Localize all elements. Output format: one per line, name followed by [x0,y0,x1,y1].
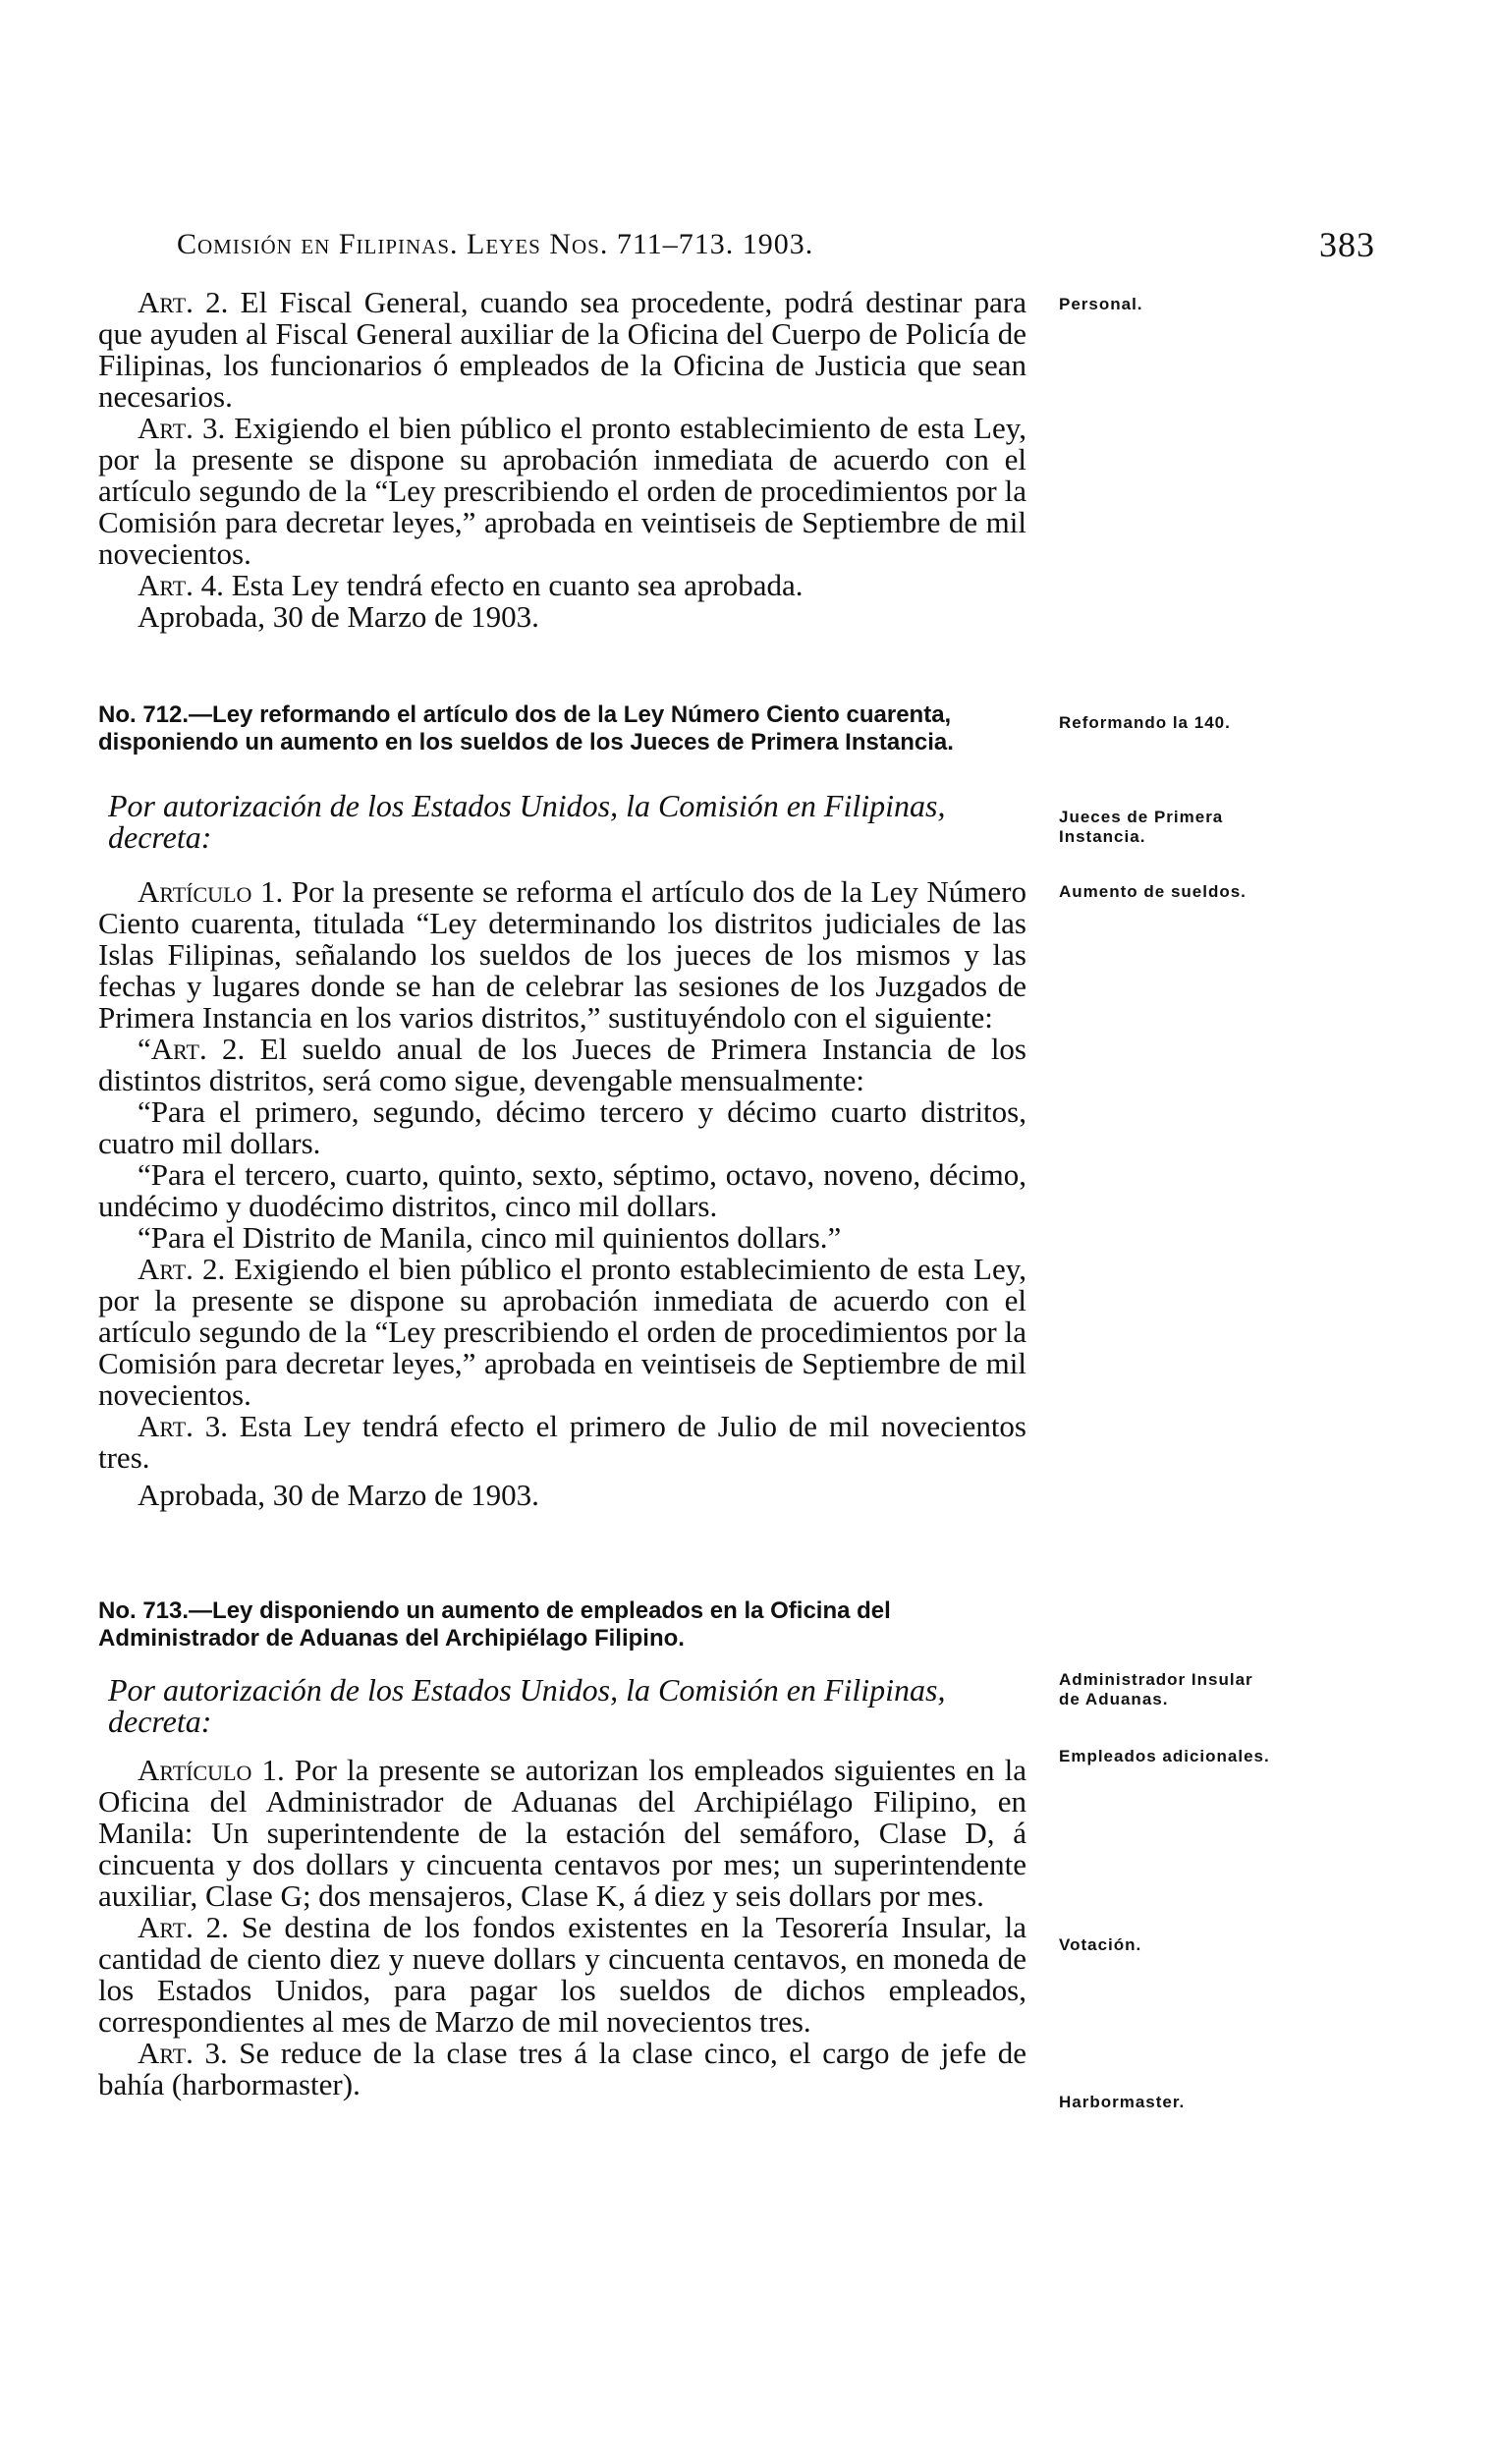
article-label: Art. 4. [138,568,224,602]
article-4 [98,570,1026,601]
running-title: Comisión en Filipinas. Leyes Nos. 711–713. 1903. [177,228,814,260]
approval-date: Aprobada, 30 de Marzo de 1903. [138,599,539,634]
article-text: El Fiscal General, cuando sea procedente, podrá destinar para que ayuden al Fiscal General auxiliar de la Oficina del Cuerpo de Policía de Filipinas, los funcionarios ó empleados de la Oficina de Justicia que sean necesarios. [98,285,1026,414]
article-3 [98,413,1026,570]
law-713 [98,1597,1026,2100]
article-text: El sueldo anual de los Jueces de Primera Instancia de los distintos distritos, será como sigue, devengable mensualmente: [98,1032,1026,1097]
article-label: Art. 3. [138,411,226,445]
salary-item-3: “Para el Distrito de Manila, cinco mil quinientos dollars.” [138,1220,842,1255]
quoted-article-2 [98,1034,1026,1096]
salary-item-1: “Para el primero, segundo, décimo tercero y décimo cuarto distritos, cuatro mil dollars. [98,1094,1026,1160]
law-712 [98,701,1026,1511]
article-2 [98,287,1026,413]
article-2 [98,1254,1026,1411]
enacting-clause: Por autorización de los Estados Unidos, la Comisión en Filipinas, decreta: [108,788,946,855]
article-text: Exigiendo el bien público el pronto establecimiento de esta Ley, por la presente se dispone su aprobación inmediata de acuerdo con el artículo segundo de la “Ley prescribiendo el orden de procedimientos por la Comisión para decretar leyes,” aprobada en veintiseis de Septiembre de mil novecientos. [98,1252,1026,1412]
article-text: Por la presente se autorizan los empleados siguientes en la Oficina del Administrador de Aduanas del Archipiélago Filipino, en Manila: Un superintendente de la estación del semáforo, Clase D, á cincuenta y dos dollars y cincuenta centavos por mes; un superintendente auxiliar, Clase G; dos mensajeros, Clase K, á diez y seis dollars por mes. [98,1753,1026,1913]
margin-note-administrador: Administrador Insular de Aduanas. [1059,1670,1253,1708]
article-label: “Art. 2. [138,1032,246,1066]
article-label: Art. 2. [138,285,229,319]
article-label: Art. 2. [138,1252,226,1286]
article-text: Esta Ley tendrá efecto el primero de Julio de mil novecientos tres. [98,1409,1027,1475]
salary-item-2: “Para el tercero, cuarto, quinto, sexto, séptimo, octavo, noveno, décimo, undécimo y duodécimo distritos, cinco mil dollars. [98,1157,1026,1223]
law-title: No. 713.—Ley disponiendo un aumento de empleados en la Oficina del Administrador de Aduanas del Archipiélago Filipino. [98,1597,891,1652]
article-label: Art. 3. [138,2036,228,2070]
article-label: Artículo 1. [138,874,284,909]
law-title: No. 712.—Ley reformando el artículo dos de la Ley Número Ciento cuarenta, disponiendo un aumento en los sueldos de los Jueces de Primera Instancia. [98,701,954,756]
article-2 [98,1912,1026,2038]
article-3 [98,2038,1026,2100]
article-text: Esta Ley tendrá efecto en cuanto sea aprobada. [223,568,804,602]
article-label: Art. 3. [138,1409,228,1443]
law-711-continuation [98,287,1026,633]
margin-note-reformando: Reformando la 140. [1059,713,1231,732]
article-text: Por la presente se reforma el artículo dos de la Ley Número Ciento cuarenta, titulada “Ley determinando los distritos judiciales de las Islas Filipinas, señalando los sueldos de los jueces de los mismos y las fechas y lugares donde se han de celebrar las sesiones de los Juzgados de Primera Instancia en los varios distritos,” sustituyéndolo con el siguiente: [98,874,1026,1035]
article-1 [98,1755,1026,1912]
margin-note-empleados: Empleados adicionales. [1059,1747,1270,1765]
running-header [177,225,1375,264]
margin-note-harbormaster: Harbormaster. [1059,2093,1186,2111]
margin-note-aumento: Aumento de sueldos. [1059,882,1247,901]
approval-date: Aprobada, 30 de Marzo de 1903. [138,1478,539,1512]
margin-note-votacion: Votación. [1059,1935,1142,1954]
article-text: Exigiendo el bien público el pronto establecimiento de esta Ley, por la presente se dispone su aprobación inmediata de acuerdo con el artículo segundo de la “Ley prescribiendo el orden de procedimientos por la Comisión para decretar leyes,” aprobada en veintiseis de Septiembre de mil novecientos. [98,411,1026,571]
article-3 [98,1411,1026,1474]
page-number: 383 [1319,225,1375,264]
article-text: Se destina de los fondos existentes en la Tesorería Insular, la cantidad de ciento diez y nueve dollars y cincuenta centavos, en moneda de los Estados Unidos, para pagar los sueldos de dichos empleados, correspondientes al mes de Marzo de mil novecientos tres. [98,1910,1026,2039]
margin-note-personal: Personal. [1059,295,1143,313]
margin-note-jueces: Jueces de Primera Instancia. [1059,808,1224,846]
article-text: Se reduce de la clase tres á la clase cinco, el cargo de jefe de bahía (harbormaster). [98,2036,1026,2101]
article-label: Art. 2. [138,1910,229,1944]
enacting-clause: Por autorización de los Estados Unidos, la Comisión en Filipinas, decreta: [108,1672,946,1739]
article-label: Artículo 1. [138,1753,285,1787]
article-1 [98,876,1026,1034]
